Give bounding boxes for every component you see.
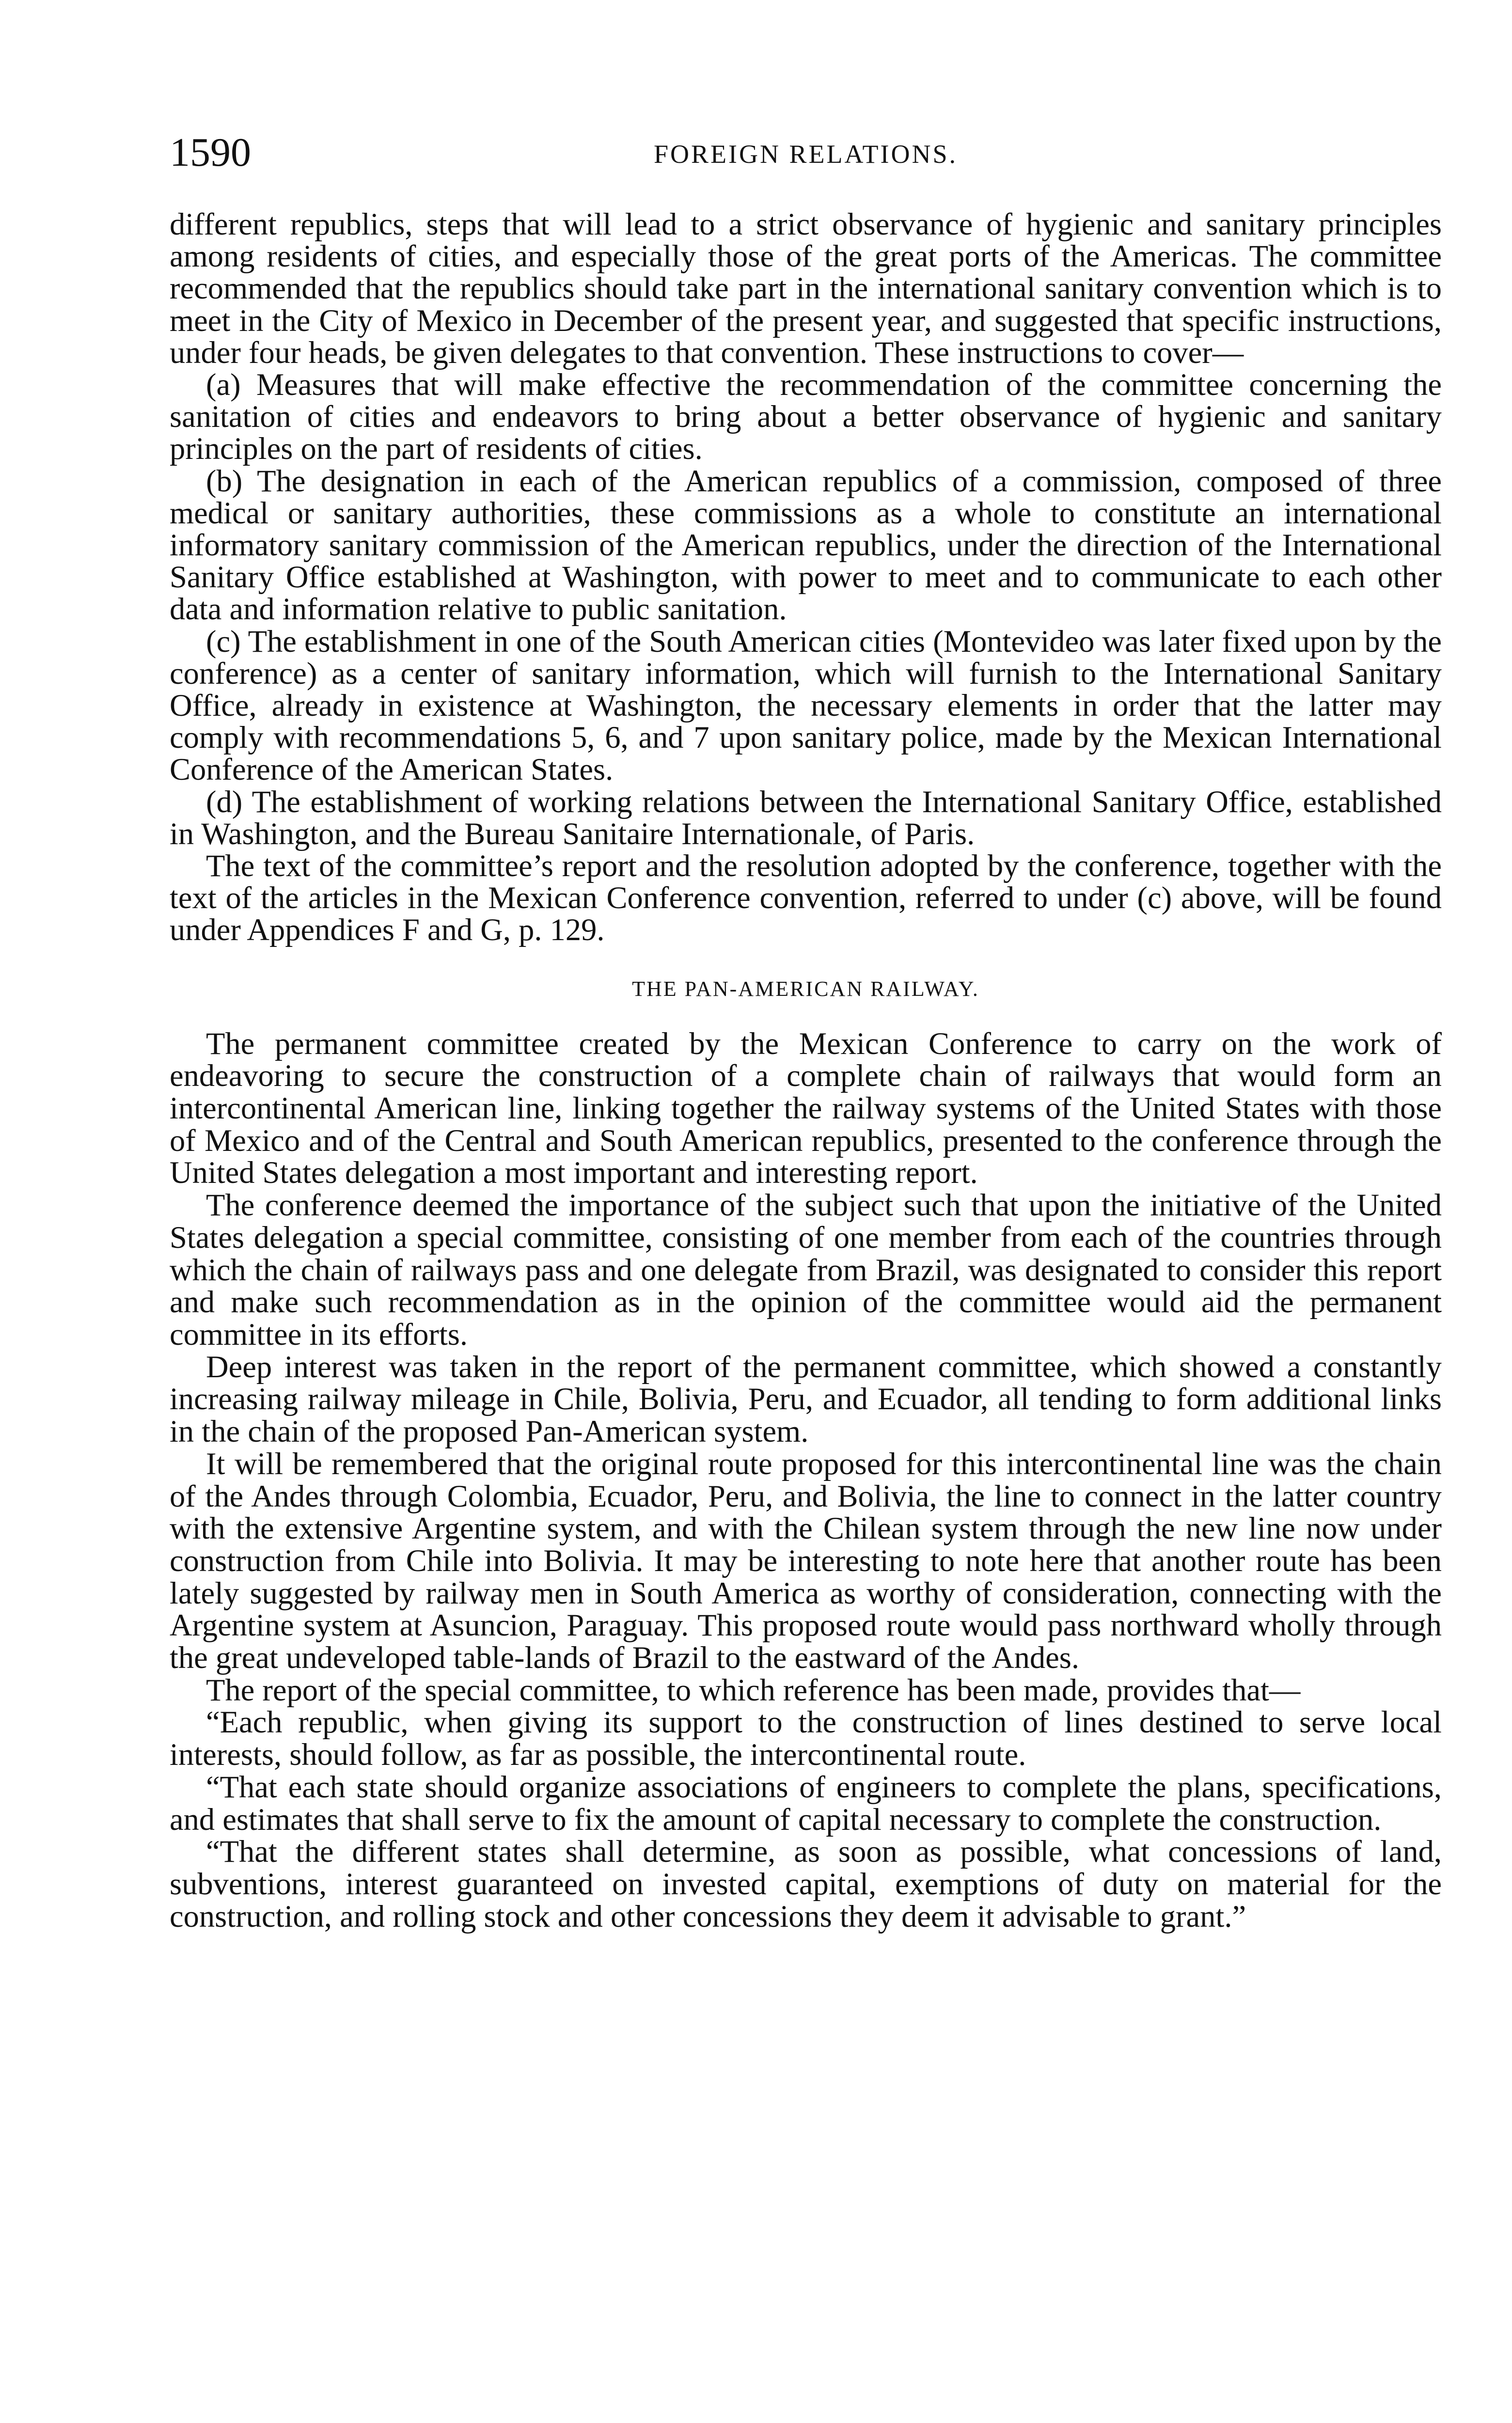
paragraph: Deep interest was taken in the report of the permanent committee, which showed a constantly increasing railway mileage in Chile, Bolivia, Peru, and Ecuador, all tending to form additional links in the chain of the proposed Pan-American system. — [170, 1349, 1442, 1449]
running-head — [170, 128, 1442, 182]
header-title: FOREIGN RELATIONS. — [653, 140, 958, 169]
paragraph: different republics, steps that will lead to a strict observance of hygienic and sanitary principles among residents of cities, and especially those of the great ports of the Americas. The committee recommended that the republics should take part in the international sanitary convention which is to meet in the City of Mexico in December of the present year, and suggested that specific instructions, under four heads, be given delegates to that convention. These instructions to cover— — [170, 207, 1442, 370]
quote-paragraph: “That each state should organize associations of engineers to complete the plans, specifications, and estimates that shall serve to fix the amount of capital necessary to complete the construction. — [170, 1769, 1442, 1837]
paragraph: (a) Measures that will make effective the recommendation of the committee concerning the sanitation of cities and endeavors to bring about a better observance of hygienic and sanitary principles on the part of residents of cities. — [170, 367, 1442, 466]
paragraph: (b) The designation in each of the American republics of a commission, composed of three medical or sanitary authorities, these commissions as a whole to constitute an international informatory sanitary commission of the American republics, under the direction of the International Sanitary Office established at Washington, with power to meet and to communicate to each other data and information relative to public sanitation. — [170, 463, 1442, 627]
quote-paragraph: “Each republic, when giving its support to the construction of lines destined to serve local interests, should follow, as far as possible, the intercontinental route. — [170, 1705, 1442, 1772]
paragraph: It will be remembered that the original route proposed for this intercontinental line was the chain of the Andes through Colombia, Ecuador, Peru, and Bolivia, the line to connect in the latter country with the extensive Argentine system, and with the Chilean system through the new line now under construction from Chile into Bolivia. It may be interesting to note here that another route has been lately suggested by railway men in South America as worthy of consideration, connecting with the Argentine system at Asuncion, Paraguay. This proposed route would pass northward wholly through the great undeveloped table-lands of Brazil to the eastward of the Andes. — [170, 1446, 1442, 1675]
paragraph: The permanent committee created by the Mexican Conference to carry on the work of endeavoring to secure the construction of a complete chain of railways that would form an intercontinental American line, linking together the railway systems of the United States with those of Mexico and of the Central and South American republics, presented to the conference through the United States delegation a most important and interesting report. — [170, 1026, 1442, 1190]
paragraph: The text of the committee’s report and the resolution adopted by the conference, together with the text of the articles in the Mexican Conference convention, referred to under (c) above, will be found under Appendices F and G, p. 129. — [170, 849, 1442, 947]
quote-paragraph: “That the different states shall determine, as soon as possible, what concessions of land, subventions, interest guaranteed on invested capital, exemptions of duty on material for the construction, and rolling stock and other concessions they deem it advisable to grant.” — [170, 1834, 1442, 1934]
paragraph: The report of the special committee, to which reference has been made, provides that— — [206, 1672, 1301, 1707]
page-number: 1590 — [170, 130, 251, 175]
document-page — [170, 128, 1442, 1933]
section-heading: THE PAN-AMERICAN RAILWAY. — [632, 976, 979, 1001]
paragraph: The conference deemed the importance of the subject such that upon the initiative of the United States delegation a special committee, consisting of one member from each of the countries through which the chain of railways pass and one delegate from Brazil, was designated to consider this report and make such recommendation as in the opinion of the committee would aid the permanent committee in its efforts. — [170, 1188, 1442, 1352]
paragraph: (d) The establishment of working relations between the International Sanitary Office, established in Washington, and the Bureau Sanitaire Internationale, of Paris. — [170, 784, 1442, 851]
body-text-section-1 — [170, 208, 1442, 946]
paragraph: (c) The establishment in one of the South American cities (Montevideo was later fixed upon by the conference) as a center of sanitary information, which will furnish to the International Sanitary Office, already in existence at Washington, the necessary elements in order that the latter may comply with recommendations 5, 6, and 7 upon sanitary police, made by the Mexican International Conference of the American States. — [170, 624, 1442, 787]
body-text-section-2 — [170, 1028, 1442, 1933]
